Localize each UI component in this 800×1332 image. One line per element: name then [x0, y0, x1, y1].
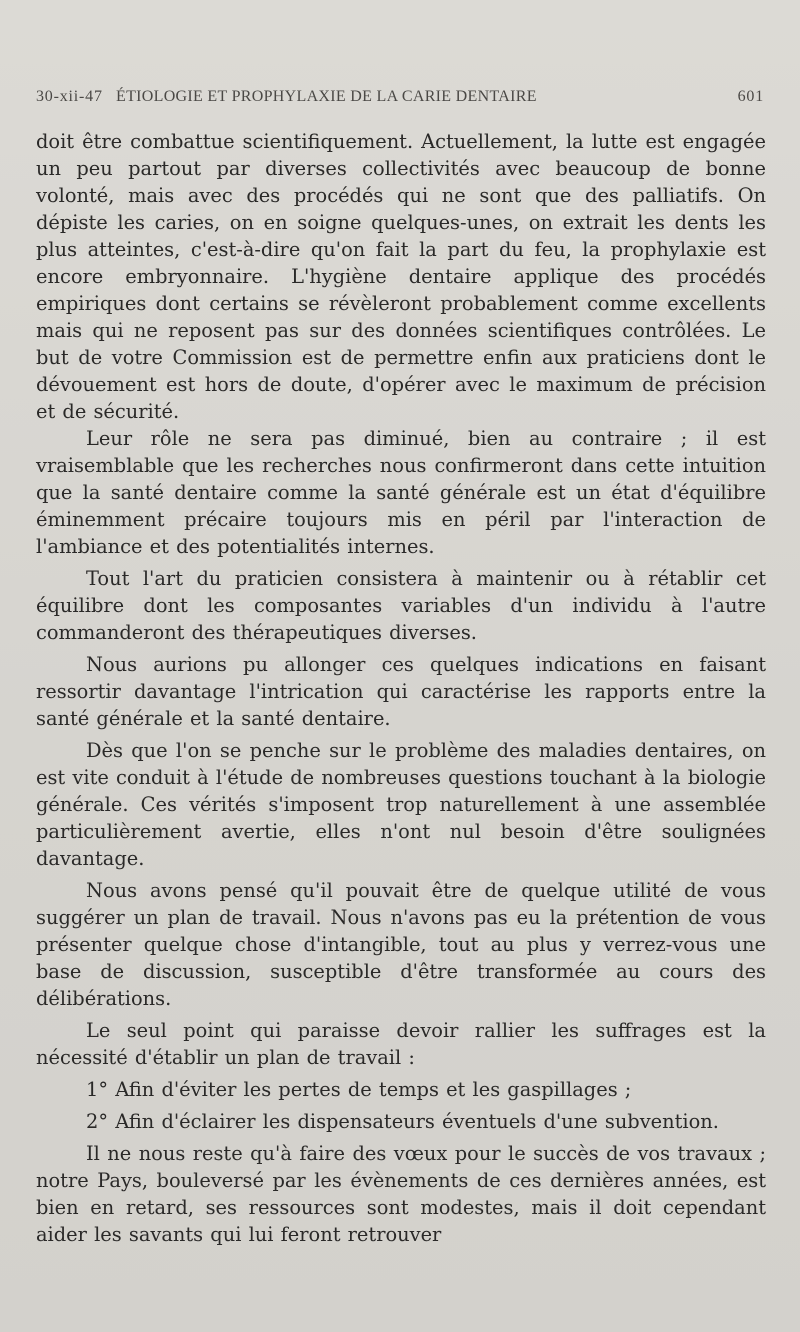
paragraph: Nous avons pensé qu'il pouvait être de quelque utilité de vous suggérer un plan de travail. Nous n'avons pas eu la prétention de vous présenter quelque chose d'intangible, tout au plus y verrez-vous une base de discussion, susceptible d'être transformée au cours des délibérations.	[36, 879, 766, 1010]
running-header	[36, 88, 764, 112]
paragraph: Le seul point qui paraisse devoir rallier les suffrages est la nécessité d'établir un plan de travail :	[36, 1019, 766, 1069]
body-text	[36, 128, 766, 1248]
paragraph: Il ne nous reste qu'à faire des vœux pour le succès de vos travaux ; notre Pays, bouleversé par les évènements de ces dernières années, est bien en retard, ses ressources sont modestes, mais il doit cependant aider les savants qui lui feront retrouver	[36, 1142, 766, 1246]
paragraph: Leur rôle ne sera pas diminué, bien au contraire ; il est vraisemblable que les recherches nous confirmeront dans cette intuition que la santé dentaire comme la santé générale est un état d'équilibre éminemment précaire toujours mis en péril par l'interaction de l'ambiance et des potentialités internes.	[36, 427, 766, 558]
paragraph: Nous aurions pu allonger ces quelques indications en faisant ressortir davantage l'intrication qui caractérise les rapports entre la santé générale et la santé dentaire.	[36, 653, 766, 730]
paragraph: Dès que l'on se penche sur le problème des maladies dentaires, on est vite conduit à l'étude de nombreuses questions touchant à la biologie générale. Ces vérités s'imposent trop naturellement à une assemblée particulièrement avertie, elles n'ont nul besoin d'être soulignées davantage.	[36, 739, 766, 870]
list-item: 1° Afin d'éviter les pertes de temps et les gaspillages ;	[86, 1078, 632, 1101]
header-date: 30-xii-47	[36, 88, 103, 105]
list-item: 2° Afin d'éclairer les dispensateurs éventuels d'une subvention.	[86, 1110, 719, 1133]
page-number: 601	[737, 88, 764, 105]
paragraph: doit être combattue scientifiquement. Actuellement, la lutte est engagée un peu partout par diverses collectivités avec beaucoup de bonne volonté, mais avec des procédés qui ne sont que des palliatifs. On dépiste les caries, on en soigne quelques-unes, on extrait les dents les plus atteintes, c'est-à-dire qu'on fait la part du feu, la prophylaxie est encore embryonnaire. L'hygiène dentaire applique des procédés empiriques dont certains se révèleront probablement comme excellents mais qui ne reposent pas sur des données scientifiques contrôlées. Le but de votre Commission est de permettre enfin aux praticiens dont le dévouement est hors de doute, d'opérer avec le maximum de précision et de sécurité.	[36, 130, 766, 423]
header-title: ÉTIOLOGIE ET PROPHYLAXIE DE LA CARIE DENTAIRE	[116, 88, 537, 105]
paragraph: Tout l'art du praticien consistera à maintenir ou à rétablir cet équilibre dont les composantes variables d'un individu à l'autre commanderont des thérapeutiques diverses.	[36, 567, 766, 644]
